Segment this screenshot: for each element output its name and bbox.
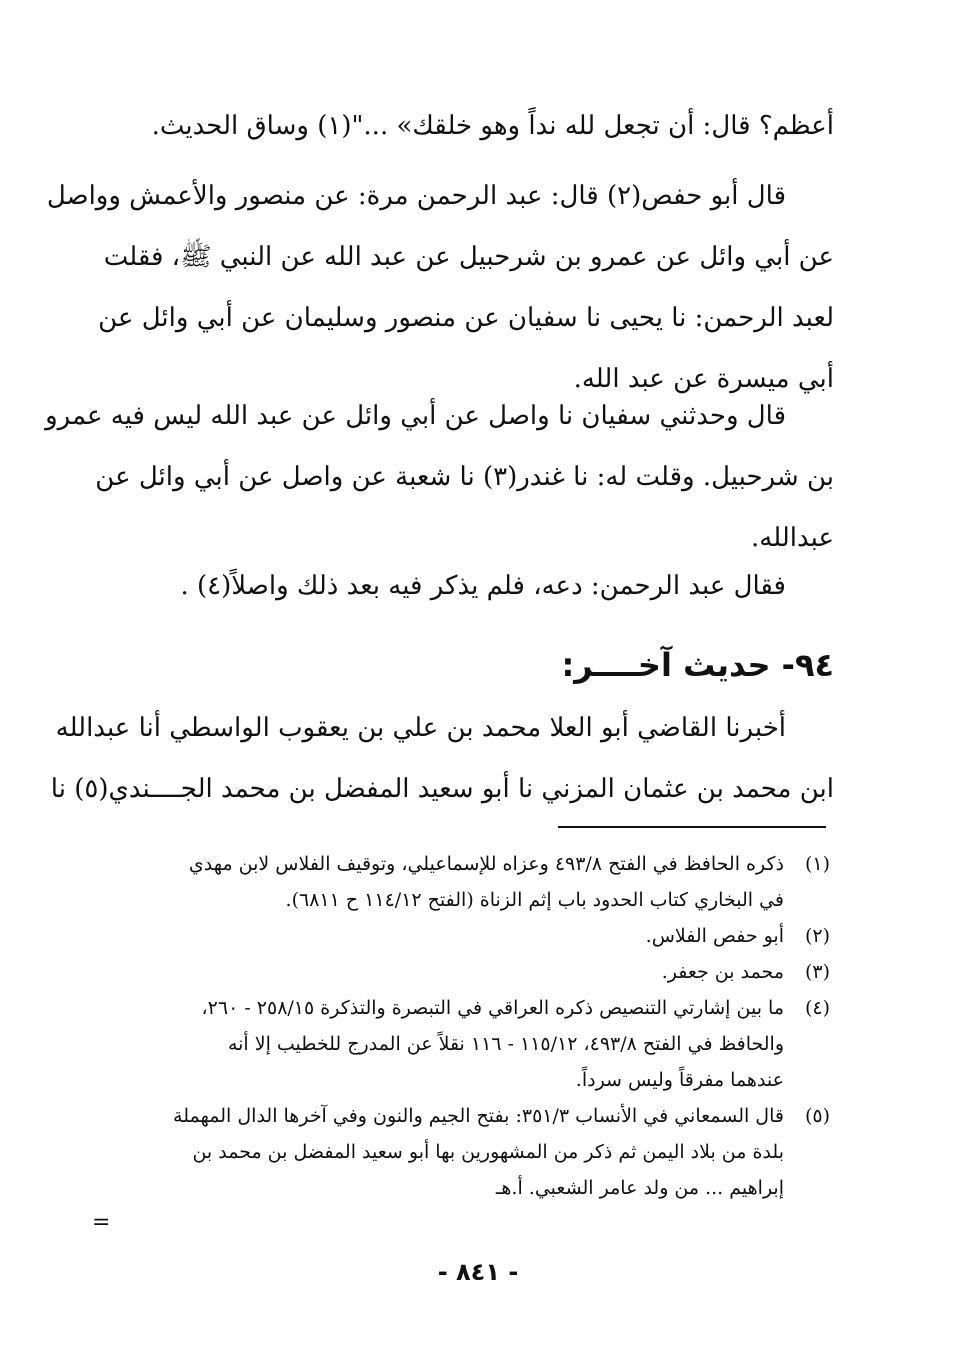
paragraph-1 — [118, 96, 834, 157]
footnotes — [110, 846, 830, 1206]
footnote-line: في البخاري كتاب الحدود باب إثم الزناة (الفتح ١١٤/١٢ ح ٦٨١١). — [285, 889, 784, 911]
footnote-line: ذكره الحافظ في الفتح ٤٩٣/٨ وعزاه للإسماعيلي، وتوقيف الفلاس لابن مهدي — [188, 853, 784, 875]
text-line: عبدالله. — [751, 523, 834, 553]
footnote-number: (٣) — [804, 961, 830, 983]
footnote-line: محمد بن جعفر. — [661, 961, 784, 983]
footnote-2 — [110, 918, 830, 954]
text-line: أعظم؟ قال: أن تجعل لله نداً وهو خلقك» ..."(١) وساق الحديث. — [151, 111, 834, 141]
section-heading: ٩٤- حديث آخــــر: — [561, 646, 834, 684]
footnote-line: ما بين إشارتي التنصيص ذكره العراقي في التبصرة والتذكرة ٢٥٨/١٥ - ٢٦٠، — [201, 997, 784, 1019]
footnote-number: (٢) — [804, 925, 830, 947]
footnote-line: بلدة من بلاد اليمن ثم ذكر من المشهورين بها أبو سعيد المفضل بن محمد بن — [192, 1141, 784, 1163]
footnote-divider — [558, 826, 826, 828]
text-line: عن أبي وائل عن عمرو بن شرحبيل عن عبد الله عن النبي ﷺ، فقلت — [103, 242, 834, 272]
text-line: ابن محمد بن عثمان المزني نا أبو سعيد المفضل بن محمد الجــــندي(٥) نا — [50, 774, 834, 804]
footnote-line: عندهما مفرقاً وليس سرداً. — [575, 1069, 784, 1091]
text-line: لعبد الرحمن: نا يحيى نا سفيان عن منصور وسليمان عن أبي وائل عن — [98, 303, 834, 333]
footnote-line: والحافظ في الفتح ٤٩٣/٨، ١١٥/١٢ - ١١٦ نقلاً عن المدرج للخطيب إلا أنه — [227, 1033, 784, 1055]
text-line: أخبرنا القاضي أبو العلا محمد بن علي بن يعقوب الواسطي أنا عبدالله — [55, 713, 786, 743]
footnote-line: أبو حفص الفلاس. — [645, 925, 784, 947]
footnote-line: قال السمعاني في الأنساب ٣٥١/٣: بفتح الجيم والنون وفي آخرها الدال المهملة — [173, 1105, 784, 1127]
footnote-number: (٤) — [804, 997, 830, 1019]
continuation-mark: = — [92, 1210, 111, 1235]
paragraph-3 — [45, 386, 834, 569]
text-line: أبي ميسرة عن عبد الله. — [573, 364, 834, 394]
footnote-1 — [110, 846, 830, 918]
paragraph-2 — [46, 166, 834, 410]
text-line: قال وحدثني سفيان نا واصل عن أبي وائل عن عبد الله ليس فيه عمرو — [45, 401, 786, 431]
page-number: - ٨٤١ - — [437, 1258, 519, 1286]
footnote-4 — [110, 990, 830, 1098]
paragraph-5 — [50, 698, 834, 820]
text-line: بن شرحبيل. وقلت له: نا غندر(٣) نا شعبة عن واصل عن أبي وائل عن — [95, 462, 834, 492]
footnote-3 — [110, 954, 830, 990]
footnote-5 — [110, 1098, 830, 1206]
footnote-number: (٥) — [804, 1105, 830, 1127]
footnote-line: إبراهيم ... من ولد عامر الشعبي. أ.هـ — [495, 1177, 784, 1199]
paragraph-4 — [118, 556, 834, 617]
text-line: قال أبو حفص(٢) قال: عبد الرحمن مرة: عن منصور والأعمش وواصل — [46, 181, 786, 211]
footnote-number: (١) — [804, 853, 830, 875]
text-line: فقال عبد الرحمن: دعه، فلم يذكر فيه بعد ذلك واصلاً(٤) . — [180, 571, 786, 601]
